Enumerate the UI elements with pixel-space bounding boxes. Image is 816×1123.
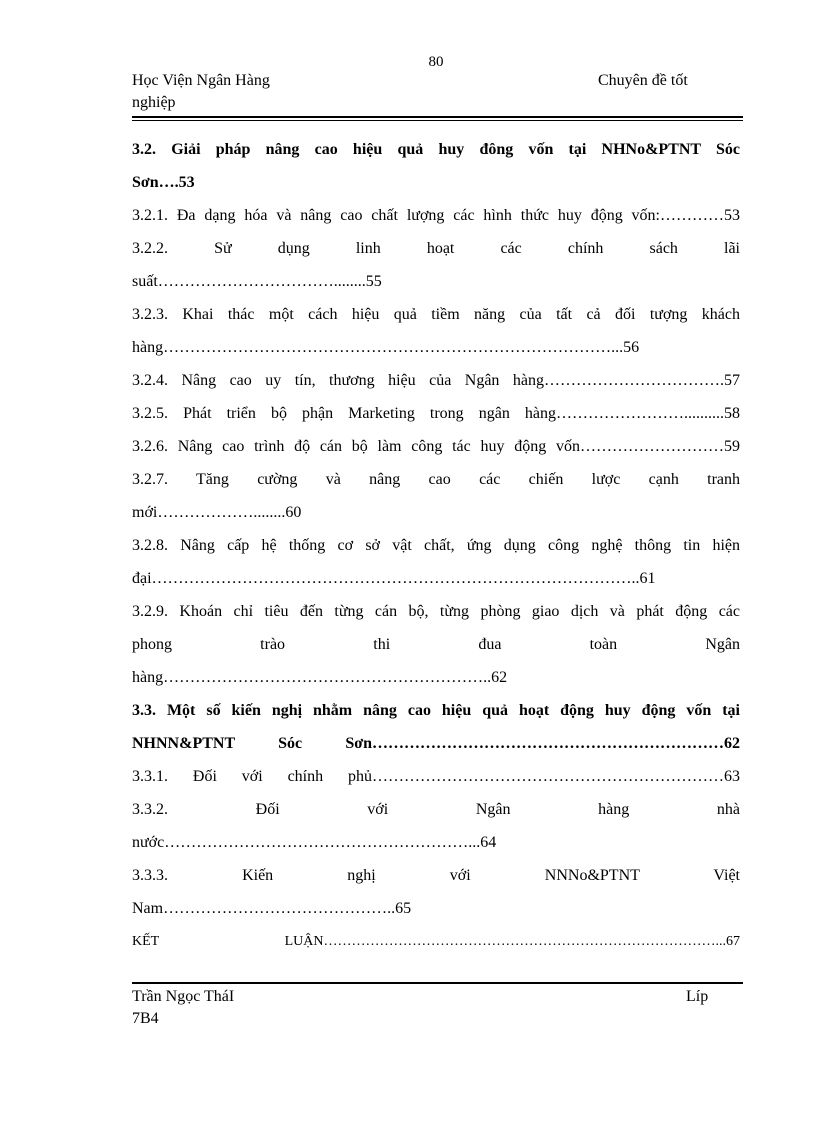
toc-line: 3.2.5. Phát triển bộ phận Marketing trong ngân hàng……………………..........58 bbox=[132, 405, 740, 422]
toc-line: NHNN&PTNT Sóc Sơn…………………………………………………………62 bbox=[132, 735, 740, 752]
toc-line: 3.2. Giải pháp nâng cao hiệu quả huy đông vốn tại NHNo&PTNT Sóc bbox=[132, 141, 740, 158]
header-institution: Học Viện Ngân Hàng bbox=[132, 72, 270, 89]
toc-line: 3.3. Một số kiến nghị nhằm nâng cao hiệu quả hoạt động huy động vốn tại bbox=[132, 702, 740, 719]
toc-line: 3.3.2. Đối với Ngân hàng nhà bbox=[132, 801, 740, 818]
toc-line: KẾT LUẬN…………………………………………………………………………...67 bbox=[132, 934, 740, 949]
toc-line: 3.2.1. Đa dạng hóa và nâng cao chất lượng các hình thức huy động vốn:…………53 bbox=[132, 207, 740, 224]
toc-line: Nam……………………………………..65 bbox=[132, 900, 412, 917]
toc-line: Sơn….53 bbox=[132, 174, 195, 191]
toc-line: 3.2.2. Sử dụng linh hoạt các chính sách lãi bbox=[132, 240, 740, 257]
toc-line: 3.3.3. Kiến nghị với NNNo&PTNT Việt bbox=[132, 867, 740, 884]
toc-line: 3.2.7. Tăng cường và nâng cao các chiến lược cạnh tranh bbox=[132, 471, 740, 488]
toc-line: hàng……………………………………………………..62 bbox=[132, 669, 508, 686]
footer-rule bbox=[132, 982, 743, 984]
toc-line: 3.2.6. Nâng cao trình độ cán bộ làm công tác huy động vốn………………………59 bbox=[132, 438, 740, 455]
toc-line: hàng…………………………………………………………………………...56 bbox=[132, 339, 640, 356]
toc-line: 3.2.4. Nâng cao uy tín, thương hiệu của Ngân hàng…………………………….57 bbox=[132, 372, 740, 389]
toc-line: phong trào thi đua toàn Ngân bbox=[132, 636, 740, 653]
header-rule-thin bbox=[132, 120, 743, 121]
footer-class-code: 7B4 bbox=[132, 1010, 159, 1027]
header-doc-type: Chuyên đề tốt bbox=[598, 72, 688, 89]
toc-line: 3.2.9. Khoán chỉ tiêu đến từng cán bộ, từng phòng giao dịch và phát động các bbox=[132, 603, 740, 620]
page-number: 80 bbox=[428, 54, 444, 70]
toc-line: suất……………………………........55 bbox=[132, 273, 382, 290]
footer-author: Trần Ngọc TháI bbox=[132, 988, 235, 1005]
toc-line: nước…………………………………………………...64 bbox=[132, 834, 497, 851]
header-doc-type-continuation: nghiệp bbox=[132, 94, 176, 111]
toc-line: 3.3.1. Đối với chính phủ…………………………………………………………63 bbox=[132, 768, 740, 785]
toc-line: đại………………………………………………………………………………..61 bbox=[132, 570, 656, 587]
toc-line: 3.2.8. Nâng cấp hệ thống cơ sở vật chất, ứng dụng công nghệ thông tin hiện bbox=[132, 537, 740, 554]
toc-line: mới………………........60 bbox=[132, 504, 302, 521]
footer-class-label: Líp bbox=[686, 988, 709, 1005]
header-rule-thick bbox=[132, 116, 743, 118]
toc-line: 3.2.3. Khai thác một cách hiệu quả tiềm năng của tất cả đối tượng khách bbox=[132, 306, 740, 323]
